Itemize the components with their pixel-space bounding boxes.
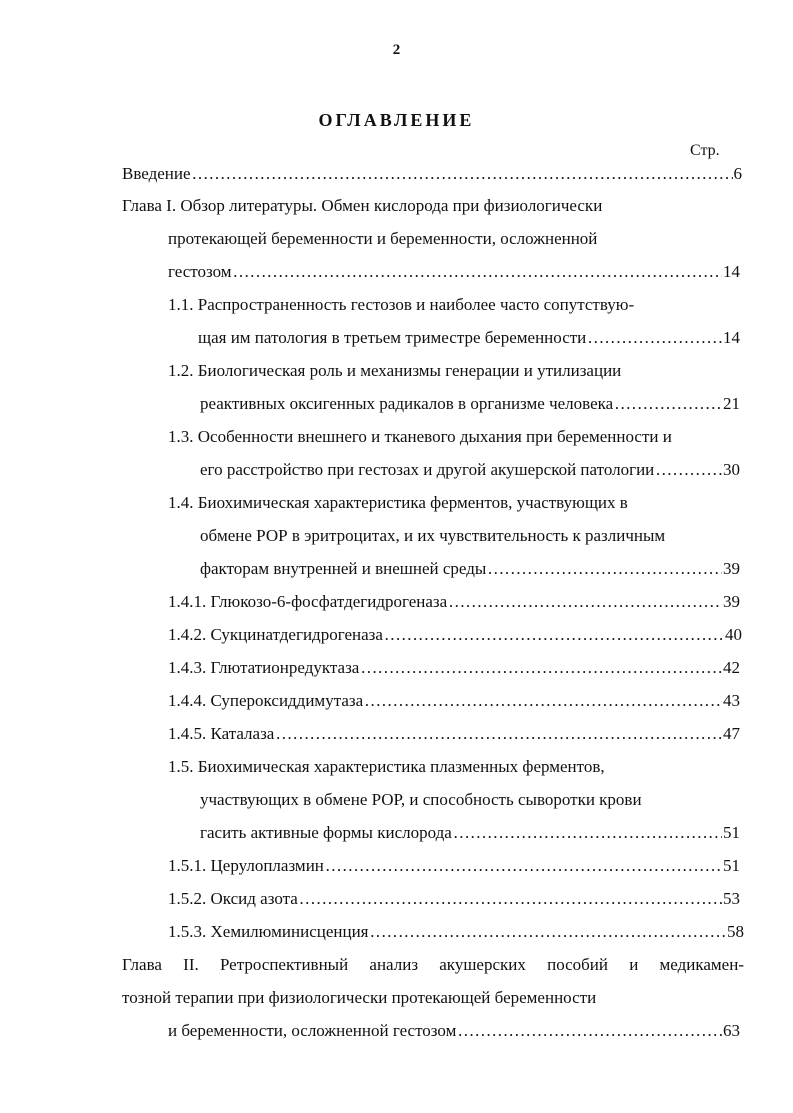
toc-entry-page: 51 bbox=[723, 856, 740, 875]
toc-entry-page: 53 bbox=[723, 889, 740, 908]
toc-entry-label: 1.4.4. Супероксиддимутаза bbox=[168, 691, 364, 710]
toc-entry-1-4-1[interactable] bbox=[168, 592, 740, 614]
page-column-header: Стр. bbox=[690, 142, 720, 159]
page-number: 2 bbox=[392, 42, 401, 58]
toc-1-5-line2: участвующих в обмене РОР, и способность сыворотки крови bbox=[200, 790, 642, 809]
leader-dots bbox=[587, 328, 722, 348]
toc-entry-page: 40 bbox=[725, 625, 742, 644]
toc-entry-label: и беременности, осложненной гестозом bbox=[168, 1021, 457, 1040]
toc-entry-label: 1.5.1. Церулоплазмин bbox=[168, 856, 324, 875]
toc-entry-label: 1.4.2. Сукцинатдегидрогеназа bbox=[168, 625, 383, 644]
toc-entry-1-4[interactable] bbox=[200, 559, 740, 581]
toc-entry-label: щая им патология в третьем триместре беременности bbox=[198, 328, 587, 347]
leader-dots bbox=[299, 889, 722, 909]
toc-entry-page: 63 bbox=[723, 1021, 740, 1040]
toc-entry-1-3[interactable] bbox=[200, 460, 740, 482]
leader-dots bbox=[192, 164, 733, 184]
leader-dots bbox=[655, 460, 722, 480]
toc-entry-label: факторам внутренней и внешней среды bbox=[200, 559, 487, 578]
toc-entry-page: 14 bbox=[723, 328, 740, 347]
toc-entry-label: 1.4.5. Каталаза bbox=[168, 724, 275, 743]
leader-dots bbox=[453, 823, 722, 843]
toc-entry-1-5-3[interactable] bbox=[168, 922, 744, 944]
page-title: ОГЛАВЛЕНИЕ bbox=[318, 110, 475, 130]
toc-entry-label: Введение bbox=[122, 164, 191, 183]
toc-entry-chapter1[interactable] bbox=[168, 262, 740, 284]
toc-entry-label: 1.5.2. Оксид азота bbox=[168, 889, 298, 908]
toc-entry-1-5-1[interactable] bbox=[168, 856, 740, 878]
toc-chapter2-line2: тозной терапии при физиологически протекающей беременности bbox=[122, 988, 597, 1007]
toc-entry-1-4-5[interactable] bbox=[168, 724, 740, 746]
toc-entry-page: 51 bbox=[723, 823, 740, 842]
toc-entry-page: 14 bbox=[723, 262, 740, 281]
toc-entry-1-2[interactable] bbox=[200, 394, 740, 416]
toc-1-1-line1[interactable]: 1.1. Распространенность гестозов и наиболее часто сопутствую- bbox=[168, 295, 635, 314]
toc-chapter2-line1[interactable]: Глава II. Ретроспективный анализ акушерских пособий и медикамен- bbox=[122, 955, 744, 974]
toc-entry-1-5[interactable] bbox=[200, 823, 740, 845]
toc-chapter1-line1[interactable]: Глава I. Обзор литературы. Обмен кислорода при физиологически bbox=[122, 196, 603, 215]
toc-entry-label: 1.4.1. Глюкозо-6-фосфатдегидрогеназа bbox=[168, 592, 448, 611]
leader-dots bbox=[457, 1021, 722, 1041]
toc-1-2-line1[interactable]: 1.2. Биологическая роль и механизмы генерации и утилизации bbox=[168, 361, 622, 380]
toc-entry-page: 30 bbox=[723, 460, 740, 479]
toc-entry-page: 39 bbox=[723, 559, 740, 578]
toc-entry-1-1[interactable] bbox=[198, 328, 740, 350]
leader-dots bbox=[364, 691, 722, 711]
toc-1-5-line1[interactable]: 1.5. Биохимическая характеристика плазменных ферментов, bbox=[168, 757, 605, 776]
leader-dots bbox=[360, 658, 722, 678]
leader-dots bbox=[370, 922, 727, 942]
toc-entry-label: его расстройство при гестозах и другой акушерской патологии bbox=[200, 460, 655, 479]
leader-dots bbox=[487, 559, 722, 579]
toc-entry-1-5-2[interactable] bbox=[168, 889, 740, 911]
leader-dots bbox=[614, 394, 722, 414]
toc-1-3-line1[interactable]: 1.3. Особенности внешнего и тканевого дыхания при беременности и bbox=[168, 427, 672, 446]
toc-entry-intro[interactable] bbox=[122, 164, 742, 186]
toc-entry-page: 21 bbox=[723, 394, 740, 413]
toc-chapter1-line2: протекающей беременности и беременности, осложненной bbox=[168, 229, 598, 248]
toc-entry-label: 1.4.3. Глютатионредуктаза bbox=[168, 658, 360, 677]
toc-entry-page: 6 bbox=[733, 164, 742, 183]
leader-dots bbox=[325, 856, 722, 876]
toc-entry-1-4-4[interactable] bbox=[168, 691, 740, 713]
toc-entry-page: 47 bbox=[723, 724, 740, 743]
leader-dots bbox=[275, 724, 722, 744]
toc-entry-label: реактивных оксигенных радикалов в организме человека bbox=[200, 394, 614, 413]
toc-entry-label: 1.5.3. Хемилюминисценция bbox=[168, 922, 369, 941]
toc-entry-page: 58 bbox=[727, 922, 744, 941]
leader-dots bbox=[448, 592, 722, 612]
toc-entry-page: 43 bbox=[723, 691, 740, 710]
toc-entry-page: 39 bbox=[723, 592, 740, 611]
toc-entry-label: гасить активные формы кислорода bbox=[200, 823, 452, 842]
toc-entry-chapter2[interactable] bbox=[168, 1021, 740, 1043]
toc-entry-1-4-2[interactable] bbox=[168, 625, 742, 647]
toc-entry-page: 42 bbox=[723, 658, 740, 677]
toc-1-4-line1[interactable]: 1.4. Биохимическая характеристика ферментов, участвующих в bbox=[168, 493, 628, 512]
toc-1-4-line2: обмене РОР в эритроцитах, и их чувствительность к различным bbox=[200, 526, 666, 545]
toc-entry-label: гестозом bbox=[168, 262, 232, 281]
leader-dots bbox=[233, 262, 722, 282]
leader-dots bbox=[384, 625, 724, 645]
toc-entry-1-4-3[interactable] bbox=[168, 658, 740, 680]
